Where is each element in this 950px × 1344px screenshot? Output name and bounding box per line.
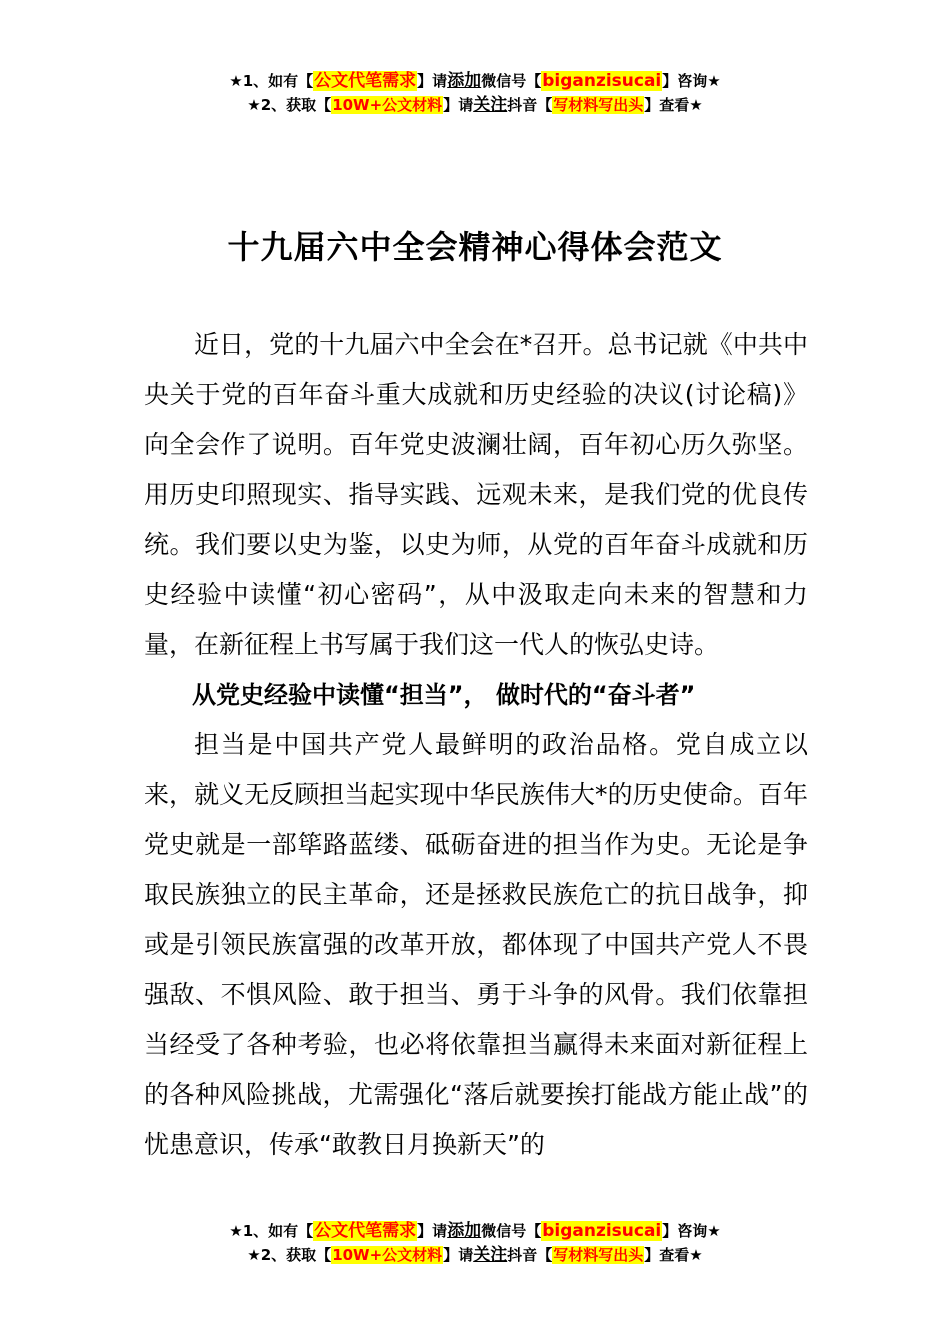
promo-highlight-wechat: biganzisucai <box>542 1221 662 1241</box>
promo-highlight-douyin: 写材料写出头 <box>553 96 644 114</box>
promo-line-2 <box>0 93 950 117</box>
promo-underline-follow: 关注 <box>473 95 508 115</box>
promo-highlight-service: 公文代笔需求 <box>314 1221 417 1241</box>
promo-text: 】请 <box>417 72 448 90</box>
promo-highlight-wechat: biganzisucai <box>542 71 662 91</box>
promo-text: 】咨询★ <box>662 72 721 90</box>
promo-line-1 <box>0 69 950 93</box>
promo-text: 】查看★ <box>644 1246 703 1264</box>
promo-underline-follow: 关注 <box>473 1245 508 1265</box>
promo-underline-add: 添加 <box>447 71 482 91</box>
promo-line-1 <box>0 1219 950 1243</box>
promo-text: 微信号【 <box>481 1222 542 1240</box>
promo-footer <box>0 1219 950 1267</box>
promo-header <box>0 69 950 117</box>
promo-text: 微信号【 <box>481 72 542 90</box>
promo-underline-add: 添加 <box>447 1221 482 1241</box>
promo-highlight-service: 公文代笔需求 <box>314 71 417 91</box>
promo-text: ★2、获取【 <box>247 96 332 114</box>
promo-text: 抖音【 <box>507 96 553 114</box>
document-title: 十九届六中全会精神心得体会范文 <box>227 228 723 266</box>
promo-highlight-douyin: 写材料写出头 <box>553 1246 644 1264</box>
promo-text: ★1、如有【 <box>229 1222 314 1240</box>
promo-text: 抖音【 <box>507 1246 553 1264</box>
promo-text: 】请 <box>443 96 474 114</box>
promo-highlight-materials: 10W+公文材料 <box>332 1246 443 1264</box>
paragraph-intro: 近日，党的十九届六中全会在*召开。总书记就《中共中央关于党的百年奋斗重大成就和历史经验的决议(讨论稿)》向全会作了说明。百年党史波澜壮阔，百年初心历久弥坚。用历史印照现实、指导实践、远观未来，是我们党的优良传统。我们要以史为鉴，以史为师，从党的百年奋斗成就和历史经验中读懂“初心密码”，从中汲取走向未来的智慧和力量，在新征程上书写属于我们这一代人的恢弘史诗。 <box>144 330 808 659</box>
promo-text: 】查看★ <box>644 96 703 114</box>
promo-text: 】请 <box>417 1222 448 1240</box>
promo-text: 】咨询★ <box>662 1222 721 1240</box>
promo-text: 】请 <box>443 1246 474 1264</box>
promo-line-2 <box>0 1243 950 1267</box>
promo-text: ★2、获取【 <box>247 1246 332 1264</box>
document-body <box>144 320 808 1170</box>
section-heading: 从党史经验中读懂“担当”， 做时代的“奋斗者” <box>192 681 696 709</box>
promo-text: ★1、如有【 <box>229 72 314 90</box>
promo-highlight-materials: 10W+公文材料 <box>332 96 443 114</box>
paragraph-responsibility: 担当是中国共产党人最鲜明的政治品格。党自成立以来，就义无反顾担当起实现中华民族伟大*的历史使命。百年党史就是一部筚路蓝缕、砥砺奋进的担当作为史。无论是争取民族独立的民主革命，还是拯救民族危亡的抗日战争，抑或是引领民族富强的改革开放，都体现了中国共产党人不畏强敌、不惧风险、敢于担当、勇于斗争的风骨。我们依靠担当经受了各种考验，也必将依靠担当赢得未来面对新征程上的各种风险挑战，尤需强化“落后就要挨打能战方能止战”的忧患意识，传承“敢教日月换新天”的 <box>144 730 808 1159</box>
